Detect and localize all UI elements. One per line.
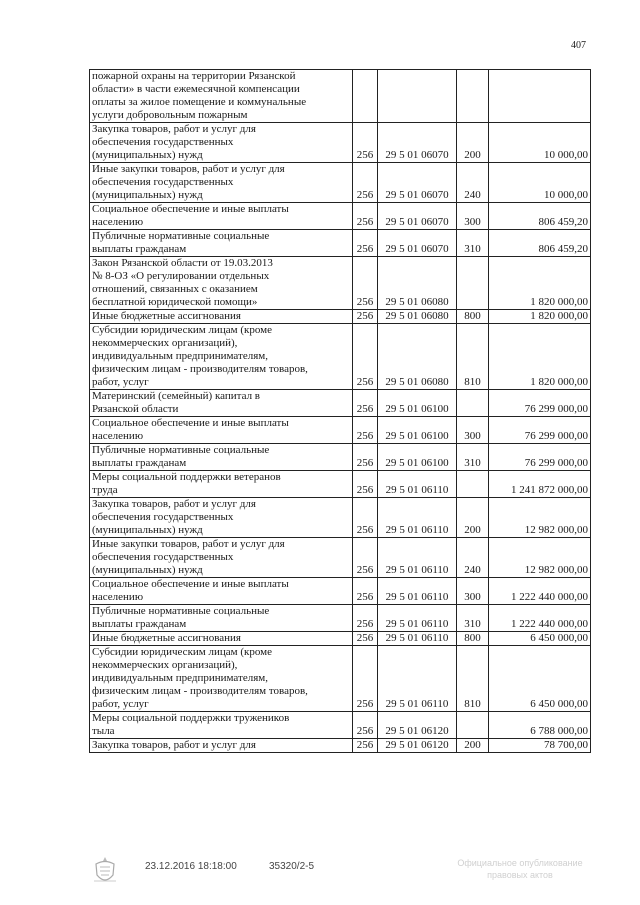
table-row — [90, 257, 591, 310]
row-expense-type — [457, 471, 489, 498]
table-row — [90, 538, 591, 578]
row-amount: 76 299 000,00 — [489, 444, 591, 471]
row-expense-type: 800 — [457, 310, 489, 324]
row-grbs-code: 256 — [353, 739, 378, 753]
row-amount: 806 459,20 — [489, 203, 591, 230]
row-grbs-code: 256 — [353, 646, 378, 712]
table-row — [90, 324, 591, 390]
row-name: Публичные нормативные социальные выплаты гражданам — [90, 444, 353, 471]
row-grbs-code: 256 — [353, 163, 378, 203]
row-grbs-code: 256 — [353, 230, 378, 257]
row-target-article: 29 5 01 06110 — [378, 632, 457, 646]
row-expense-type: 810 — [457, 324, 489, 390]
row-target-article: 29 5 01 06080 — [378, 324, 457, 390]
footer — [0, 855, 640, 895]
row-target-article: 29 5 01 06110 — [378, 646, 457, 712]
table-row — [90, 632, 591, 646]
row-expense-type: 800 — [457, 632, 489, 646]
row-target-article: 29 5 01 06070 — [378, 163, 457, 203]
row-expense-type: 310 — [457, 444, 489, 471]
table-row — [90, 203, 591, 230]
row-name: Иные бюджетные ассигнования — [90, 310, 353, 324]
row-target-article: 29 5 01 06100 — [378, 390, 457, 417]
row-name: Закон Рязанской области от 19.03.2013 № 8-ОЗ «О регулировании отдельных отношений, связанных с оказанием бесплатной юридической помощи» — [90, 257, 353, 310]
table-row — [90, 417, 591, 444]
row-expense-type — [457, 70, 489, 123]
row-amount: 10 000,00 — [489, 163, 591, 203]
row-target-article: 29 5 01 06100 — [378, 417, 457, 444]
footer-date: 23.12.2016 18:18:00 — [145, 861, 237, 872]
row-expense-type: 310 — [457, 605, 489, 632]
row-name: Закупка товаров, работ и услуг для обеспечения государственных (муниципальных) нужд — [90, 123, 353, 163]
table-row — [90, 230, 591, 257]
row-name: Субсидии юридическим лицам (кроме некоммерческих организаций), индивидуальным предпринимателям, физическим лицам - производителям товаров, работ, услуг — [90, 646, 353, 712]
row-grbs-code: 256 — [353, 444, 378, 471]
row-target-article: 29 5 01 06070 — [378, 123, 457, 163]
row-name: Материнский (семейный) капитал в Рязанской области — [90, 390, 353, 417]
row-expense-type: 310 — [457, 230, 489, 257]
row-name: Меры социальной поддержки тружеников тыла — [90, 712, 353, 739]
row-grbs-code: 256 — [353, 417, 378, 444]
row-amount: 6 450 000,00 — [489, 632, 591, 646]
row-expense-type — [457, 257, 489, 310]
row-target-article: 29 5 01 06070 — [378, 230, 457, 257]
row-target-article: 29 5 01 06070 — [378, 203, 457, 230]
row-expense-type: 300 — [457, 578, 489, 605]
row-target-article: 29 5 01 06110 — [378, 498, 457, 538]
row-expense-type: 300 — [457, 203, 489, 230]
footer-doc-number: 35320/2-5 — [269, 861, 315, 872]
table-row — [90, 444, 591, 471]
row-name: Социальное обеспечение и иные выплаты населению — [90, 203, 353, 230]
row-name: пожарной охраны на территории Рязанской области» в части ежемесячной компенсации оплаты за жилое помещение и коммунальные услуги добровольным пожарным — [90, 70, 353, 123]
row-target-article: 29 5 01 06110 — [378, 538, 457, 578]
row-amount: 1 820 000,00 — [489, 310, 591, 324]
row-grbs-code: 256 — [353, 538, 378, 578]
table-row — [90, 578, 591, 605]
row-amount: 6 450 000,00 — [489, 646, 591, 712]
row-amount: 12 982 000,00 — [489, 538, 591, 578]
table-row — [90, 498, 591, 538]
row-name: Субсидии юридическим лицам (кроме некоммерческих организаций), индивидуальным предпринимателям, физическим лицам - производителям товаров, работ, услуг — [90, 324, 353, 390]
row-target-article — [378, 70, 457, 123]
row-amount: 76 299 000,00 — [489, 417, 591, 444]
row-target-article: 29 5 01 06120 — [378, 712, 457, 739]
row-amount: 1 241 872 000,00 — [489, 471, 591, 498]
row-name: Закупка товаров, работ и услуг для обеспечения государственных (муниципальных) нужд — [90, 498, 353, 538]
coat-of-arms-icon — [92, 855, 118, 887]
row-amount — [489, 70, 591, 123]
row-target-article: 29 5 01 06080 — [378, 257, 457, 310]
row-target-article: 29 5 01 06120 — [378, 739, 457, 753]
row-amount: 1 820 000,00 — [489, 257, 591, 310]
row-expense-type: 200 — [457, 498, 489, 538]
table-row — [90, 70, 591, 123]
row-amount: 76 299 000,00 — [489, 390, 591, 417]
row-grbs-code: 256 — [353, 471, 378, 498]
row-name: Социальное обеспечение и иные выплаты населению — [90, 417, 353, 444]
row-expense-type — [457, 712, 489, 739]
row-name: Иные закупки товаров, работ и услуг для обеспечения государственных (муниципальных) нужд — [90, 538, 353, 578]
row-grbs-code: 256 — [353, 605, 378, 632]
row-amount: 10 000,00 — [489, 123, 591, 163]
row-grbs-code: 256 — [353, 324, 378, 390]
row-name: Иные бюджетные ассигнования — [90, 632, 353, 646]
page-number: 407 — [571, 40, 586, 51]
row-name: Меры социальной поддержки ветеранов труда — [90, 471, 353, 498]
row-grbs-code: 256 — [353, 123, 378, 163]
table-row — [90, 123, 591, 163]
row-amount: 806 459,20 — [489, 230, 591, 257]
row-target-article: 29 5 01 06110 — [378, 471, 457, 498]
row-name: Социальное обеспечение и иные выплаты населению — [90, 578, 353, 605]
budget-table — [89, 69, 591, 753]
row-expense-type: 240 — [457, 163, 489, 203]
table-body — [90, 70, 591, 753]
table-row — [90, 390, 591, 417]
row-grbs-code: 256 — [353, 632, 378, 646]
table-row — [90, 163, 591, 203]
row-grbs-code — [353, 70, 378, 123]
row-target-article: 29 5 01 06110 — [378, 578, 457, 605]
table-row — [90, 739, 591, 753]
row-amount: 6 788 000,00 — [489, 712, 591, 739]
row-name: Иные закупки товаров, работ и услуг для обеспечения государственных (муниципальных) нужд — [90, 163, 353, 203]
publication-watermark: Официальное опубликование правовых актов — [457, 858, 583, 880]
table-row — [90, 605, 591, 632]
row-grbs-code: 256 — [353, 578, 378, 605]
row-expense-type: 200 — [457, 739, 489, 753]
row-amount: 1 222 440 000,00 — [489, 578, 591, 605]
row-amount: 1 820 000,00 — [489, 324, 591, 390]
row-grbs-code: 256 — [353, 498, 378, 538]
row-name: Публичные нормативные социальные выплаты гражданам — [90, 230, 353, 257]
row-expense-type: 240 — [457, 538, 489, 578]
row-target-article: 29 5 01 06100 — [378, 444, 457, 471]
row-expense-type: 200 — [457, 123, 489, 163]
row-name: Публичные нормативные социальные выплаты гражданам — [90, 605, 353, 632]
row-expense-type: 300 — [457, 417, 489, 444]
row-amount: 1 222 440 000,00 — [489, 605, 591, 632]
row-grbs-code: 256 — [353, 310, 378, 324]
table-row — [90, 646, 591, 712]
row-target-article: 29 5 01 06110 — [378, 605, 457, 632]
table-row — [90, 471, 591, 498]
row-grbs-code: 256 — [353, 257, 378, 310]
row-name: Закупка товаров, работ и услуг для — [90, 739, 353, 753]
table-row — [90, 712, 591, 739]
row-amount: 12 982 000,00 — [489, 498, 591, 538]
row-expense-type: 810 — [457, 646, 489, 712]
row-grbs-code: 256 — [353, 712, 378, 739]
row-grbs-code: 256 — [353, 203, 378, 230]
row-amount: 78 700,00 — [489, 739, 591, 753]
row-target-article: 29 5 01 06080 — [378, 310, 457, 324]
row-expense-type — [457, 390, 489, 417]
table-row — [90, 310, 591, 324]
row-grbs-code: 256 — [353, 390, 378, 417]
